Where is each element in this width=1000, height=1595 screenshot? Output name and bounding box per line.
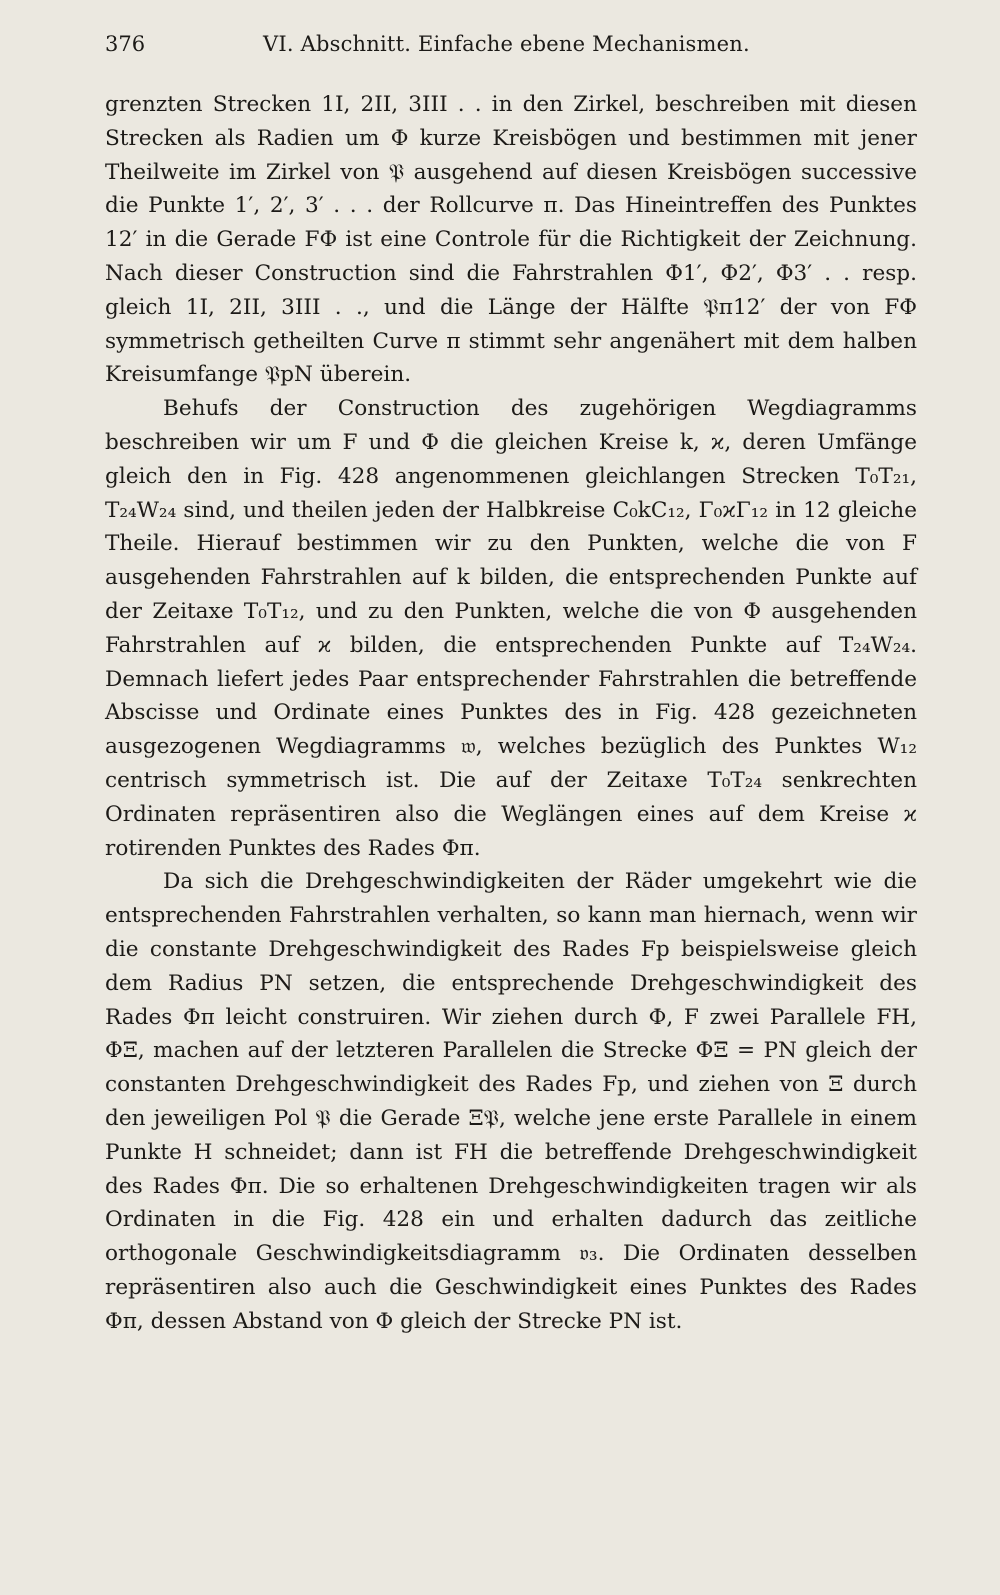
paragraph-1: grenzten Strecken 1I, 2II, 3III . . in den Zirkel, beschreiben mit diesen Strecken als Radien um Φ kurze Kreisbögen und bestimmen mit jener Theilweite im Zirkel von 𝔓 ausgehend auf diesen Kreisbögen successive die Punkte 1′, 2′, 3′ . . . der Rollcurve π. Das Hineintreffen des Punktes 12′ in die Gerade FΦ ist eine Controle für die Richtigkeit der Zeichnung. Nach dieser Construction sind die Fahrstrahlen Φ1′, Φ2′, Φ3′ . . resp. gleich 1I, 2II, 3III . ., und die Länge der Hälfte 𝔓π12′ der von FΦ symmetrisch getheilten Curve π stimmt sehr angenähert mit dem halben Kreisumfange 𝔓pN überein. xyxy=(105,92,917,388)
page-number: 376 xyxy=(105,32,146,56)
body-text xyxy=(105,88,917,1338)
running-head: VI. Abschnitt. Einfache ebene Mechanismen. xyxy=(263,32,750,56)
paragraph-2: Behufs der Construction des zugehörigen Wegdiagramms beschreiben wir um F und Φ die gleichen Kreise k, ϰ, deren Umfänge gleich den in Fig. 428 angenommenen gleichlangen Strecken T₀T₂₁, T₂₄W₂₄ sind, und theilen jeden der Halbkreise C₀kC₁₂, Γ₀ϰΓ₁₂ in 12 gleiche Theile. Hierauf bestimmen wir zu den Punkten, welche die von F ausgehenden Fahrstrahlen auf k bilden, die entsprechenden Punkte auf der Zeitaxe T₀T₁₂, und zu den Punkten, welche die von Φ ausgehenden Fahrstrahlen auf ϰ bilden, die entsprechenden Punkte auf T₂₄W₂₄. Demnach liefert jedes Paar entsprechender Fahrstrahlen die betreffende Abscisse und Ordinate eines Punktes des in Fig. 428 gezeichneten ausgezogenen Wegdiagramms 𝔴, welches bezüglich des Punktes W₁₂ centrisch symmetrisch ist. Die auf der Zeitaxe T₀T₂₄ senkrechten Ordinaten repräsentiren also die Weglängen eines auf dem Kreise ϰ rotirenden Punktes des Rades Φπ. xyxy=(105,396,917,861)
page-header xyxy=(105,32,905,66)
paragraph-3: Da sich die Drehgeschwindigkeiten der Räder umgekehrt wie die entsprechenden Fahrstrahlen verhalten, so kann man hiernach, wenn wir die constante Drehgeschwindigkeit des Rades Fp beispielsweise gleich dem Radius PN setzen, die entsprechende Drehgeschwindigkeit des Rades Φπ leicht construiren. Wir ziehen durch Φ, F zwei Parallele FH, ΦΞ, machen auf der letzteren Parallelen die Strecke ΦΞ = PN gleich der constanten Drehgeschwindigkeit des Rades Fp, und ziehen von Ξ durch den jeweiligen Pol 𝔓 die Gerade Ξ𝔓, welche jene erste Parallele in einem Punkte H schneidet; dann ist FH die betreffende Drehgeschwindigkeit des Rades Φπ. Die so erhaltenen Drehgeschwindigkeiten tragen wir als Ordinaten in die Fig. 428 ein und erhalten dadurch das zeitliche orthogonale Geschwindigkeitsdiagramm 𝔳₃. Die Ordinaten desselben repräsentiren also auch die Geschwindigkeit eines Punktes des Rades Φπ, dessen Abstand von Φ gleich der Strecke PN ist. xyxy=(105,869,917,1334)
